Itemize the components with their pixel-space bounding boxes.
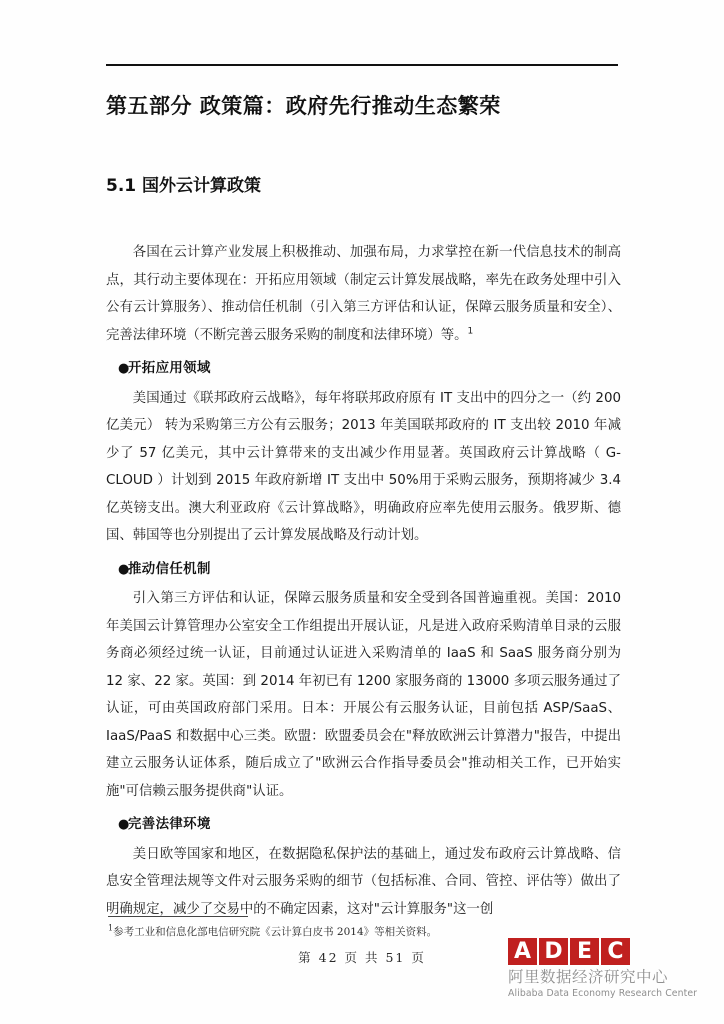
page-title: 第五部分 政策篇：政府先行推动生态繁荣 xyxy=(106,94,501,118)
bullet-dot-icon: ● xyxy=(118,561,130,577)
bullet-dot-icon: ● xyxy=(118,817,130,833)
bullet-label-3: 完善法律环境 xyxy=(128,817,211,833)
page-content xyxy=(106,92,621,923)
logo-letter-e: E xyxy=(570,938,599,965)
bullet-heading-3 xyxy=(106,811,621,839)
bullet-paragraph-2: 引入第三方评估和认证，保障云服务质量和安全受到各国普遍重视。美国：2010 年美国云计算管理办公室安全工作组提出开展认证，凡是进入政府采购清单目录的云服务商必须经过统一认证，目前通过认证进入采购清单的 IaaS 和 SaaS 服务商分别为 12 家、22 家。英国：到 2014 年初已有 1200 家服务商的 13000 多项云服务通过了认证，可由英国政府部门采用。日本：开展公有云服务认证，目前包括 ASP/SaaS、IaaS/PaaS 和数据中心三类。欧盟：欧盟委员会在"释放欧洲云计算潜力"报告，中提出建立云服务认证体系，随后成立了"欧洲云合作指导委员会"推动相关工作，已开始实施"可信赖云服务提供商"认证。 xyxy=(106,591,621,799)
subsection-title: 5.1 国外云计算政策 xyxy=(106,176,262,197)
logo-letter-a: A xyxy=(508,938,537,965)
logo-letter-d: D xyxy=(539,938,568,965)
footnote-marker: 1 xyxy=(108,923,114,933)
bullet-paragraph-3: 美日欧等国家和地区，在数据隐私保护法的基础上，通过发布政府云计算战略、信息安全管理法规等文件对云服务采购的细节（包括标准、合同、管控、评估等）做出了明确规定，减少了交易中的不确定因素，这对"云计算服务"这一创 xyxy=(106,846,621,917)
footnote-separator xyxy=(108,916,248,917)
spacer-after-subtitle xyxy=(106,199,621,239)
logo-letter-c: C xyxy=(601,938,630,965)
adec-logo-letters xyxy=(508,938,638,965)
intro-paragraph xyxy=(106,239,621,349)
logo-english-name: Alibaba Data Economy Research Center xyxy=(508,988,698,999)
bullet-label-1: 开拓应用领域 xyxy=(128,361,211,377)
header-rule xyxy=(106,64,618,66)
spacer-after-title xyxy=(106,121,621,175)
bullet-dot-icon: ● xyxy=(118,361,130,377)
bullet-paragraph-1: 美国通过《联邦政府云战略》，每年将联邦政府原有 IT 支出中的四分之一（约 200 亿美元） 转为采购第三方公有云服务；2013 年美国联邦政府的 IT 支出较 2010 年减少了 57 亿美元，其中云计算带来的支出减少作用显著。英国政府云计算战略（ G-CLOUD ）计划到 2015 年政府新增 IT 支出中 50%用于采购云服务，预期将减少 3.4 亿英镑支出。澳大利亚政府《云计算战略》，明确政府应率先使用云服务。俄罗斯、德国、韩国等也分别提出了云计算发展战略及行动计划。 xyxy=(106,390,621,544)
adec-logo xyxy=(508,938,698,1000)
page-number: 第 42 页 共 51 页 xyxy=(298,950,426,965)
intro-paragraph-text: 各国在云计算产业发展上积极推动、加强布局，力求掌控在新一代信息技术的制高点，其行动主要体现在：开拓应用领域（制定云计算发展战略，率先在政务处理中引入公有云计算服务）、推动信任机制（引入第三方评估和认证，保障云服务质量和安全）、完善法律环境（不断完善云服务采购的制度和法律环境）等。 xyxy=(106,245,621,343)
bullet-label-2: 推动信任机制 xyxy=(128,561,211,577)
footnote-reference: 1 xyxy=(467,326,474,337)
bullet-heading-1 xyxy=(106,355,621,383)
logo-chinese-name: 阿里数据经济研究中心 xyxy=(508,968,669,986)
bullet-heading-2 xyxy=(106,556,621,584)
footnote-text: 参考工业和信息化部电信研究院《云计算白皮书 2014》等相关资料。 xyxy=(113,926,438,938)
